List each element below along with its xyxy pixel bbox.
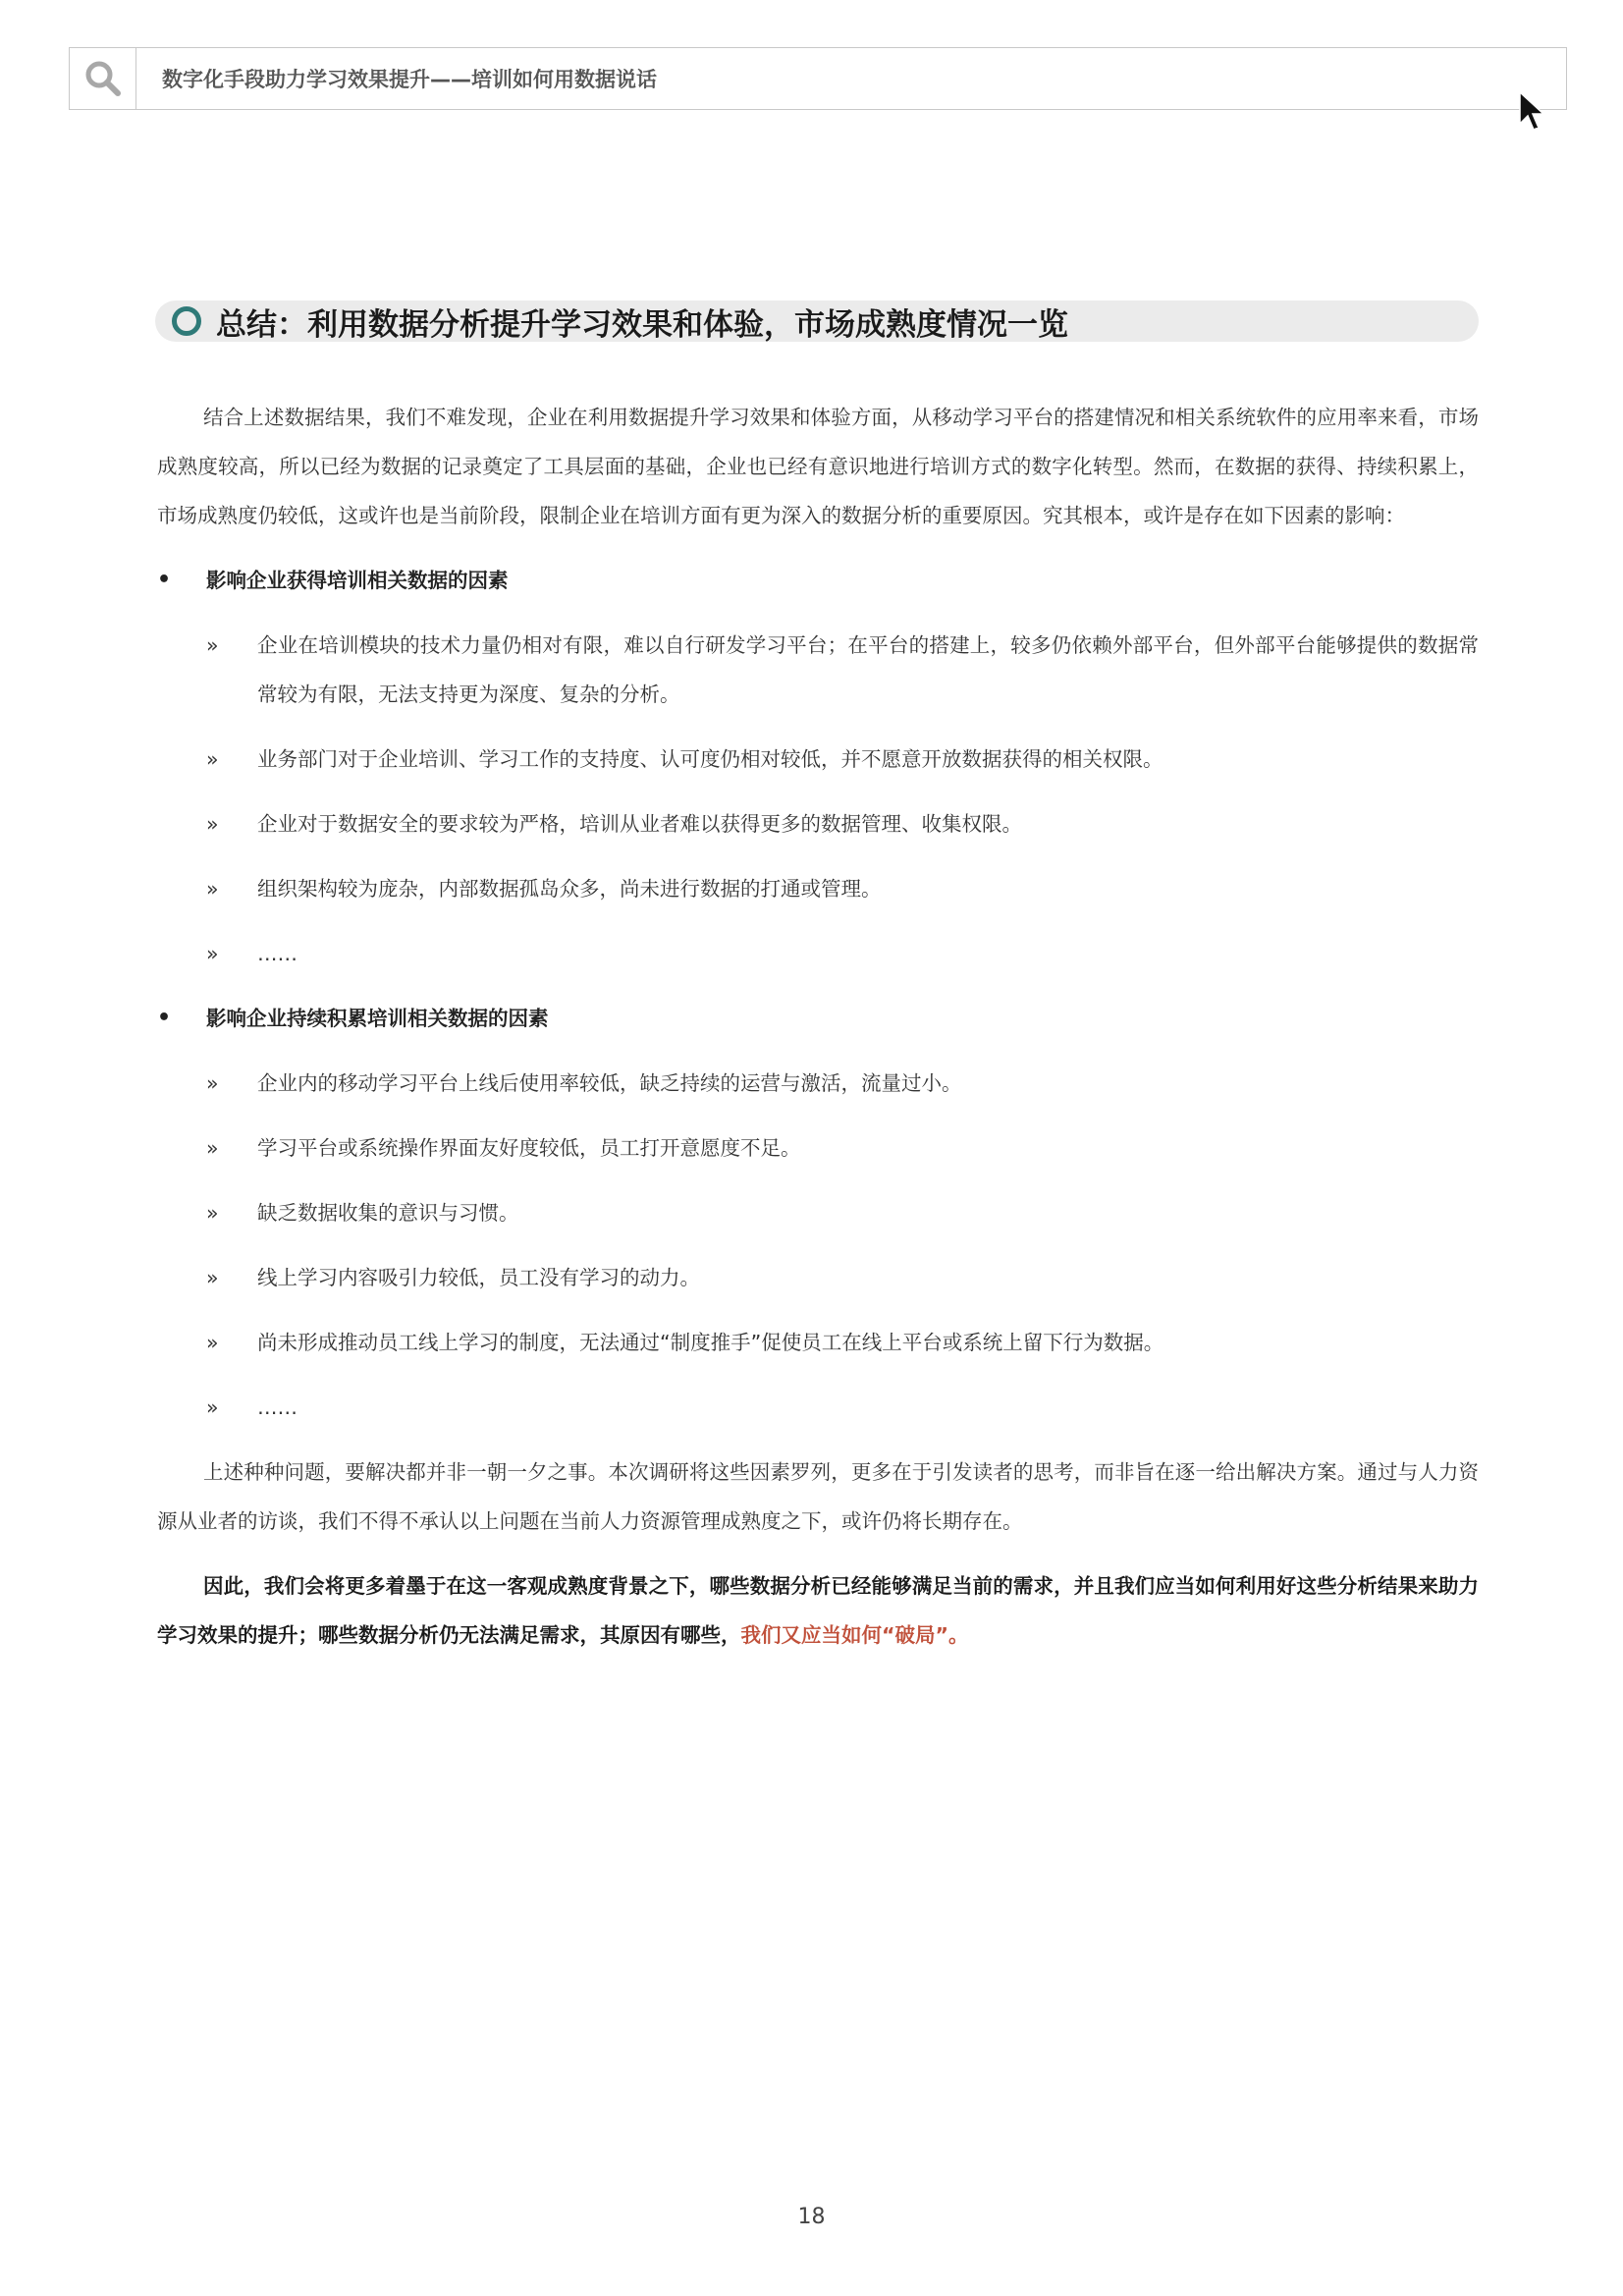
header-title: 数字化手段助力学习效果提升——培训如何用数据说话	[162, 68, 657, 91]
double-chevron-icon: »	[206, 1136, 219, 1160]
list-item-text: 缺乏数据收集的意识与习惯。	[257, 1201, 519, 1225]
list-item	[157, 621, 1479, 719]
list-item	[157, 1059, 1479, 1108]
final-text: 因此，我们会将更多着墨于在这一客观成熟度背景之下，哪些数据分析已经能够满足当前的需求，并且我们应当如何利用好这些分析结果来助力学习效果的提升；哪些数据分析仍无法满足需求，其原因有哪些，	[157, 1574, 1479, 1647]
bullet-heading-text: 影响企业获得培训相关数据的因素	[206, 569, 509, 592]
list-item-text: ……	[257, 942, 298, 965]
circle-bullet-icon	[172, 306, 201, 336]
double-chevron-icon: »	[206, 1395, 219, 1419]
double-chevron-icon: »	[206, 877, 219, 901]
header-bar	[69, 47, 1567, 110]
list-item-text: 尚未形成推动员工线上学习的制度，无法通过“制度推手”促使员工在线上平台或系统上留下行为数据。	[257, 1331, 1164, 1354]
section-title: 总结：利用数据分析提升学习效果和体验，市场成熟度情况一览	[216, 306, 1068, 343]
list-item	[157, 929, 1479, 978]
bullet-heading-text: 影响企业持续积累培训相关数据的因素	[206, 1007, 549, 1030]
main-content	[157, 393, 1479, 1660]
list-item-text: 业务部门对于企业培训、学习工作的支持度、认可度仍相对较低，并不愿意开放数据获得的相关权限。	[257, 747, 1163, 771]
list-item-text: ……	[257, 1395, 298, 1419]
factor-groups	[157, 556, 1479, 1432]
list-item	[157, 1188, 1479, 1237]
list-item-text: 企业内的移动学习平台上线后使用率较低，缺乏持续的运营与激活，流量过小。	[257, 1071, 962, 1095]
final-highlight: 我们又应当如何“破局”。	[740, 1623, 969, 1647]
list-item	[157, 1383, 1479, 1432]
mouse-pointer-icon	[1518, 90, 1545, 134]
list-item-text: 学习平台或系统操作界面友好度较低，员工打开意愿度不足。	[257, 1136, 801, 1160]
header-search-box[interactable]	[70, 48, 136, 109]
double-chevron-icon: »	[206, 1071, 219, 1095]
bullet-dot-icon: •	[157, 568, 172, 592]
list-item-text: 组织架构较为庞杂，内部数据孤岛众多，尚未进行数据的打通或管理。	[257, 877, 882, 901]
list-item-text: 线上学习内容吸引力较低，员工没有学习的动力。	[257, 1266, 700, 1289]
double-chevron-icon: »	[206, 1266, 219, 1289]
intro-paragraph: 结合上述数据结果，我们不难发现，企业在利用数据提升学习效果和体验方面，从移动学习平台的搭建情况和相关系统软件的应用率来看，市场成熟度较高，所以已经为数据的记录奠定了工具层面的基础，企业也已经有意识地进行培训方式的数字化转型。然而，在数据的获得、持续积累上，市场成熟度仍较低，这或许也是当前阶段，限制企业在培训方面有更为深入的数据分析的重要原因。究其根本，或许是存在如下因素的影响：	[157, 406, 1479, 527]
double-chevron-icon: »	[206, 812, 219, 836]
bullet-dot-icon: •	[157, 1006, 172, 1030]
double-chevron-icon: »	[206, 1331, 219, 1354]
bullet-heading	[157, 994, 1479, 1043]
list-item	[157, 864, 1479, 913]
bullet-heading	[157, 556, 1479, 605]
list-item	[157, 1318, 1479, 1367]
conclusion-paragraph: 上述种种问题，要解决都并非一朝一夕之事。本次调研将这些因素罗列，更多在于引发读者的思考，而非旨在逐一给出解决方案。通过与人力资源从业者的访谈，我们不得不承认以上问题在当前人力资源管理成熟度之下，或许仍将长期存在。	[157, 1460, 1479, 1533]
double-chevron-icon: »	[206, 942, 219, 965]
list-item	[157, 735, 1479, 784]
final-paragraph	[157, 1561, 1479, 1660]
list-item-text: 企业在培训模块的技术力量仍相对有限，难以自行研发学习平台；在平台的搭建上，较多仍依赖外部平台，但外部平台能够提供的数据常常较为有限，无法支持更为深度、复杂的分析。	[257, 633, 1479, 706]
search-icon[interactable]	[83, 59, 123, 98]
double-chevron-icon: »	[206, 1201, 219, 1225]
list-item	[157, 1253, 1479, 1302]
list-item	[157, 1123, 1479, 1173]
double-chevron-icon: »	[206, 633, 219, 657]
double-chevron-icon: »	[206, 747, 219, 771]
list-item-text: 企业对于数据安全的要求较为严格，培训从业者难以获得更多的数据管理、收集权限。	[257, 812, 1022, 836]
list-item	[157, 799, 1479, 848]
section-title-bar	[155, 301, 1479, 342]
page-number: 18	[797, 2205, 826, 2229]
